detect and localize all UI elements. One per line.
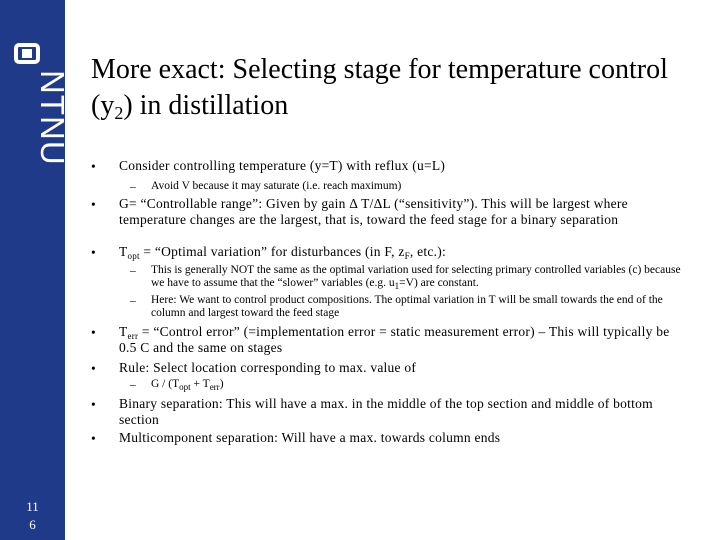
text-segment: This is generally NOT the same as the optimal variation used for selecting primary controlled variables (c) because we have to assume that the “slower” variables (e.g. u [151, 264, 681, 289]
logo-text: NTNU [34, 70, 71, 166]
text-segment: opt [127, 251, 140, 261]
text-segment: = “Control error” (=implementation error = static measurement error) – This will typically be 0.5 C and the same on stages [119, 324, 670, 355]
text-segment: err [127, 331, 139, 341]
bullet-text [119, 430, 689, 446]
bullet-text [119, 360, 689, 376]
bullet-text [119, 244, 689, 260]
bullet-marker: • [91, 159, 96, 174]
text-segment: Multicomponent separation: Will have a max. towards column ends [119, 430, 501, 445]
title-subscript: 2 [114, 103, 124, 123]
bullet-marker: • [91, 431, 96, 446]
sub-bullet-text [151, 294, 691, 320]
bullet-marker: • [91, 397, 96, 412]
sub-bullet-marker: – [130, 265, 136, 277]
text-segment: Binary separation: This will have a max. in the middle of the top section and middle of bottom section [119, 396, 653, 427]
bullet-text [119, 158, 689, 174]
sub-bullet-text [151, 180, 691, 193]
sub-bullet-text [151, 378, 691, 391]
text-segment: opt [179, 382, 191, 392]
bullet-marker: • [91, 325, 96, 340]
text-segment: T [119, 324, 128, 339]
title-text: More exact: Selecting stage for temperature control (y [91, 54, 668, 121]
text-segment: =V) are constant. [399, 277, 479, 289]
title-text-end: ) in distillation [123, 90, 289, 121]
text-segment: ) [219, 378, 224, 390]
text-segment: Consider controlling temperature (y=T) with reflux (u=L) [119, 158, 446, 173]
text-segment: + T [190, 378, 210, 390]
sub-bullet-marker: – [130, 379, 136, 391]
sub-bullet-marker: – [130, 181, 136, 193]
text-segment: 1 [394, 281, 400, 291]
page-number: 11 6 [26, 499, 39, 532]
bullet-marker: • [91, 361, 96, 376]
sub-bullet-marker: – [130, 295, 136, 307]
bullet-marker: • [91, 245, 96, 260]
text-segment: = “Optimal variation” for disturbances (in F, z [139, 244, 405, 259]
sub-bullet-text [151, 264, 691, 290]
bullet-text [119, 196, 689, 227]
text-segment: Avoid V because it may saturate (i.e. reach maximum) [151, 180, 402, 192]
text-segment: F [404, 251, 410, 261]
text-segment: err [209, 382, 220, 392]
text-segment: T [119, 244, 128, 259]
text-segment: Here: We want to control product compositions. The optimal variation in T will be small towards the end of the column and largest toward the feed stage [151, 294, 663, 319]
text-segment: Rule: Select location corresponding to max. value of [119, 360, 417, 375]
bullet-marker: • [91, 197, 96, 212]
text-segment: G= “Controllable range”: Given by gain Δ T/ΔL (“sensitivity”). This will be largest where temperature changes are the largest, that is, toward the feed stage for a binary separation [119, 196, 628, 227]
bullet-text [119, 324, 689, 355]
text-segment: G / (T [151, 378, 180, 390]
bullet-text [119, 396, 689, 427]
text-segment: , etc.): [409, 244, 446, 259]
